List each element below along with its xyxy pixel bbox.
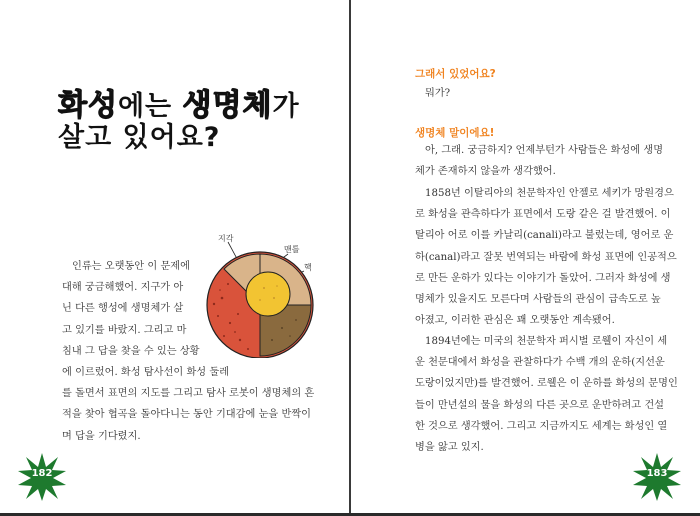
text-line: 며 답을 기다렸지. [62, 430, 141, 442]
text-line: 병을 앓고 있지. [415, 442, 484, 454]
page-title-line-2: 살고 있어요? [58, 122, 221, 153]
text-line: 를 돌면서 표면의 지도를 그리고 탐사 로봇이 생명체의 흔 [62, 388, 315, 400]
text-line: 대해 궁금해했어. 지구가 아 [62, 282, 184, 294]
text-line: 1894년에는 미국의 천문학자 퍼시벌 로웰이 자신이 세 [425, 336, 668, 347]
text-line: 적을 찾아 협곡을 돌아다니는 동안 기대감에 눈을 반짝이 [62, 409, 312, 421]
right-paragraph-2 [415, 183, 677, 331]
core-label: 핵 [304, 263, 312, 272]
text-line: 명체가 있을지도 모른다며 사람들의 관심이 급속도로 높 [415, 294, 661, 306]
text-line: 운 천문대에서 화성을 관찰하다가 수백 개의 운하(지선운 [415, 357, 665, 369]
title-highlight-life: 생명체 [182, 88, 273, 123]
dialogue-heading-2: 생명체 말이에요! [415, 127, 495, 139]
text-line: 들이 만년설의 물을 화성의 다른 곳으로 운반하려고 건설 [415, 399, 665, 411]
dialogue-heading-1: 그래서 있었어요? [415, 68, 496, 80]
right-paragraph-1 [415, 140, 663, 182]
text-line: 한 것으로 생각했어. 그리고 지금까지도 세계는 화성인 열 [415, 420, 668, 432]
text-line: 탈리아 어로 이를 카날리(canali)라고 불렀는데, 영어로 운 [415, 230, 674, 242]
text-line: 에 이르렀어. 화성 탐사선이 화성 둘레 [62, 367, 230, 379]
text-line: 체가 존재하지 않을까 생각했어. [415, 166, 556, 178]
text-line: 도랑이었지만)를 발견했어. 로웰은 이 운하를 화성의 문명인 [415, 378, 678, 390]
page-number-badge-left [16, 451, 68, 503]
page-number: 182 [31, 468, 53, 479]
dialogue-reply: 뭐가? [425, 88, 451, 99]
page-number: 183 [646, 468, 668, 479]
title-text: 에는 [117, 91, 183, 122]
text-line: 로 만든 운하가 있다는 이야기가 돌았어. 그러자 화성에 생 [415, 272, 671, 284]
text-line: 고 있기를 바랐지. 그리고 마 [62, 324, 187, 336]
text-line: 1858년 이탈리아의 천문학자인 안젤로 세키가 망원경으 [425, 188, 674, 199]
left-paragraph [62, 256, 314, 447]
right-page [351, 0, 700, 516]
page-number-badge-right [631, 451, 683, 503]
text-line: 침내 그 답을 찾을 수 있는 상황 [62, 345, 200, 357]
right-paragraph-3 [415, 331, 678, 458]
text-line: 닌 다른 행성에 생명체가 살 [62, 303, 184, 315]
crust-label: 지각 [218, 234, 234, 243]
title-text-end: 가 [272, 91, 300, 122]
text-line: 로 화성을 관측하다가 표면에서 도랑 같은 걸 발견했어. 이 [415, 209, 671, 221]
text-line: 아졌고, 이러한 관심은 꽤 오랫동안 계속됐어. [415, 315, 615, 327]
title-highlight-mars: 화성 [58, 88, 118, 123]
text-line: 아, 그래. 궁금하지? 언제부턴가 사람들은 화성에 생명 [425, 145, 664, 156]
mantle-label: 맨틀 [284, 245, 300, 254]
text-line: 하(canal)라고 잘못 번역되는 바람에 화성 표면에 인공적으 [415, 251, 677, 263]
text-line: 인류는 오랫동안 이 문제에 [72, 261, 190, 272]
